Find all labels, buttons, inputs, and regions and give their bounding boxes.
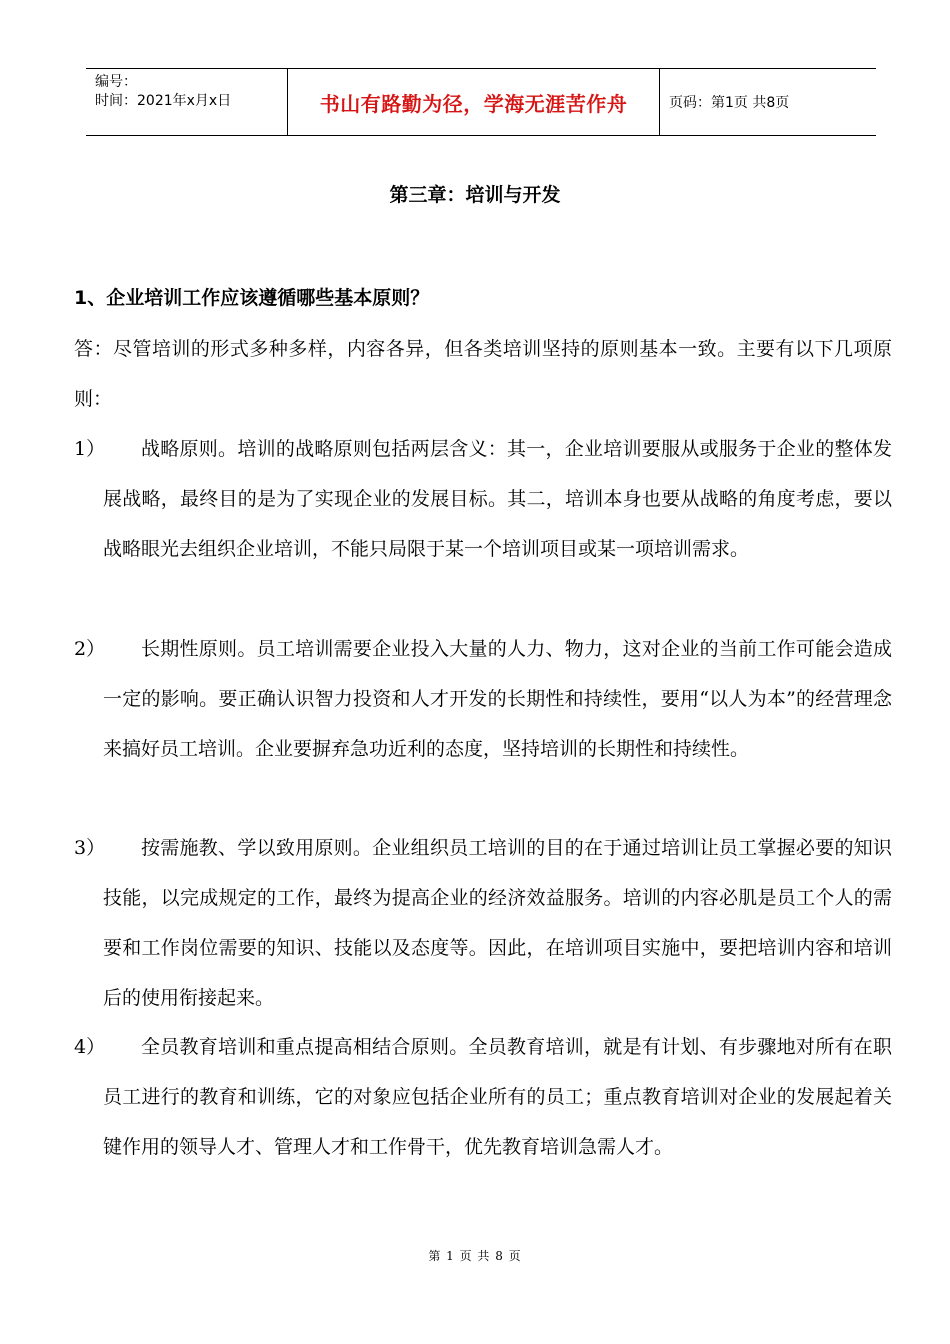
serial-number-label: 编号： xyxy=(95,74,137,90)
principle-number: 1） xyxy=(74,438,106,460)
principle-item xyxy=(74,823,892,1023)
principle-text: 按需施教、学以致用原则。企业组织员工培训的目的在于通过培训让员工掌握必要的知识技能，以完成规定的工作，最终为提高企业的经济效益服务。培训的内容必肌是员工个人的需要和工作岗位需要的知识、技能以及态度等。因此，在培训项目实施中，要把培训内容和培训后的使用衔接起来。 xyxy=(103,837,892,1009)
principle-text: 全员教育培训和重点提高相结合原则。全员教育培训，就是有计划、有步骤地对所有在职员工进行的教育和训练，它的对象应包括企业所有的员工；重点教育培训对企业的发展起着关键作用的领导人才、管理人才和工作骨干，优先教育培训急需人才。 xyxy=(103,1036,892,1158)
principle-number: 4） xyxy=(74,1036,106,1058)
question-heading: 1、企业培训工作应该遵循哪些基本原则？ xyxy=(74,287,430,309)
chapter-title: 第三章：培训与开发 xyxy=(389,184,561,206)
header-motto: 书山有路勤为径，学海无涯苦作舟 xyxy=(287,69,660,135)
principle-text: 战略原则。培训的战略原则包括两层含义：其一，企业培训要服从或服务于企业的整体发展战略，最终目的是为了实现企业的发展目标。其二，培训本身也要从战略的角度考虑，要以战略眼光去组织企业培训，不能只局限于某一个培训项目或某一项培训需求。 xyxy=(103,438,892,560)
answer-intro: 答：尽管培训的形式多种多样，内容各异，但各类培训坚持的原则基本一致。主要有以下几项原则： xyxy=(74,338,892,410)
principle-item xyxy=(74,1022,892,1172)
header-page-info: 页码：第1页 共8页 xyxy=(669,95,790,111)
page-footer: 第 1 页 共 8 页 xyxy=(428,1249,522,1263)
header-meta xyxy=(86,69,287,135)
principle-item xyxy=(74,624,892,774)
principle-item xyxy=(74,424,892,574)
principle-number: 3） xyxy=(74,837,106,859)
document-header xyxy=(86,68,876,136)
date-label: 时间：2021年x月x日 xyxy=(95,93,232,109)
principle-number: 2） xyxy=(74,638,106,660)
principle-text: 长期性原则。员工培训需要企业投入大量的人力、物力，这对企业的当前工作可能会造成一定的影响。要正确认识智力投资和人才开发的长期性和持续性，要用“以人为本”的经营理念来搞好员工培训。企业要摒弃急功近利的态度，坚持培训的长期性和持续性。 xyxy=(103,638,892,760)
